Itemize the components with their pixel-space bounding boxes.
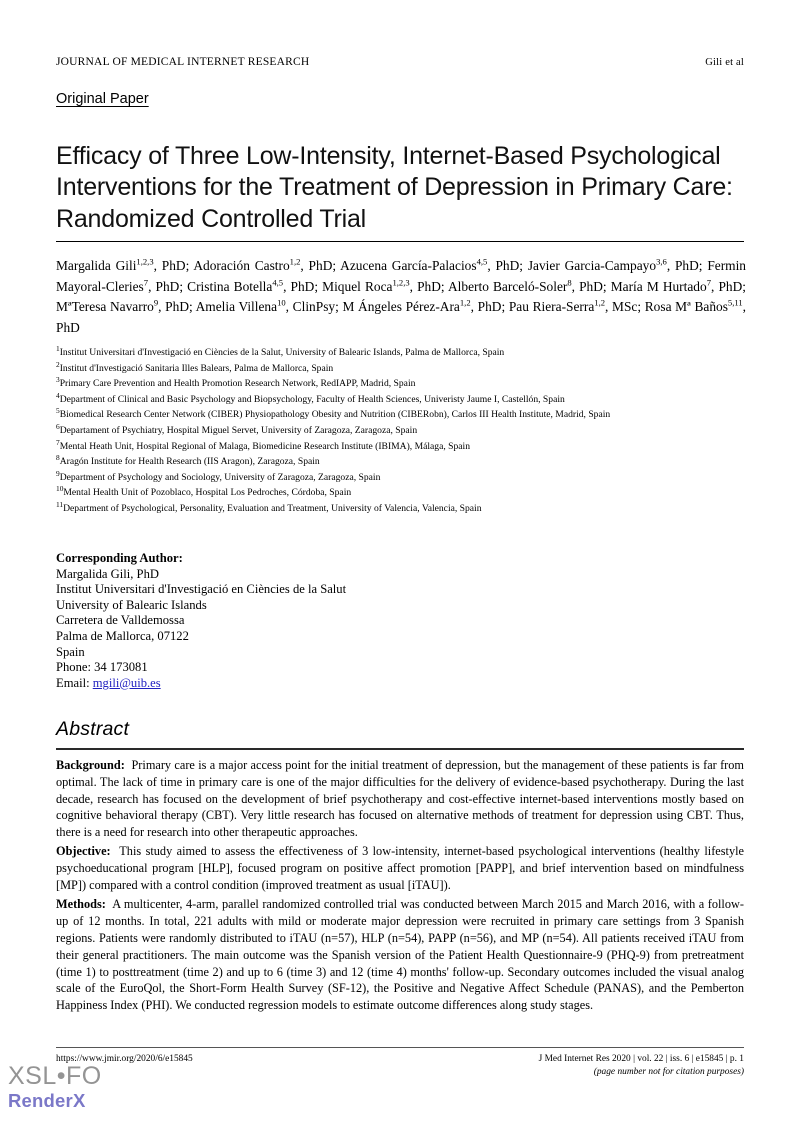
article-type-label: Original Paper (56, 91, 149, 107)
affiliation-item (56, 454, 756, 470)
affiliation-item (56, 423, 756, 439)
footer-citation-note: (page number not for citation purposes) (593, 1066, 744, 1077)
affiliation-text: Institut d'Investigació Sanitaria Illes Balears, Palma de Mallorca, Spain (59, 362, 334, 374)
author-entry: Amelia Villena$^{10}$, ClinPsy (195, 297, 336, 314)
author-list: Margalida Gili$^{1,2,3}$, PhD; Adoración Castro$^{1,2}$, PhD; Azucena García-Palacios$^{4,5}$, PhD; Javier Garcia-Campayo$^{3,6}$, PhD; Fermin Mayoral-Cleries$^7$, PhD; Cristina Botella$^{4,5}$, PhD; Miquel Roca$^{1,2,3}$, PhD; Alberto Barceló-Soler$^8$, PhD; María M Hurtado$^7$, PhD; MªTeresa Navarro$^9$, PhD; Amelia Villena$^{10}$, ClinPsy; M Ángeles Pérez-Ara$^{1,2}$, PhD; Pau Riera-Serra$^{1,2}$, MSc; Rosa Mª Baños$^{5,11}$, PhD (56, 256, 747, 335)
author-entry: Cristina Botella$^{4,5}$, PhD (187, 277, 315, 294)
running-head (56, 56, 744, 68)
corresponding-author-line: Spain (56, 644, 85, 659)
affiliation-text: Department of Psychological, Personality, Evaluation and Treatment, University of Valencia, Valencia, Spain (63, 502, 482, 514)
affiliation-text: Department of Clinical and Basic Psychology and Biopsychology, Faculty of Health Sciences, Univeristy Jaume I, Castellón, Spain (59, 393, 565, 405)
affiliation-item (56, 485, 756, 501)
author-entry: Fermin Mayoral-Cleries$^7$, PhD (56, 258, 746, 294)
author-affiliation-marker: 8 (567, 277, 572, 288)
corresponding-author-heading: Corresponding Author: (56, 551, 183, 565)
email-label: Email: (56, 675, 90, 690)
abstract-body (56, 757, 744, 1016)
corresponding-author-email-line (56, 676, 506, 692)
abstract-divider (56, 748, 744, 750)
footer-citation-block (539, 1053, 744, 1078)
affiliation-number: 1 (56, 343, 60, 353)
abstract-section (56, 843, 744, 893)
title-divider (56, 241, 744, 242)
affiliation-number: 6 (56, 421, 60, 431)
footer-citation: J Med Internet Res 2020 | vol. 22 | iss. 6 | e15845 | p. 1 (538, 1054, 744, 1064)
affiliation-item (56, 392, 756, 408)
author-entry: Rosa Mª Baños$^{5,11}$, PhD (56, 297, 747, 335)
affiliation-number: 5 (56, 406, 60, 416)
author-entry: María M Hurtado$^7$, PhD (610, 277, 743, 294)
author-affiliation-marker: 7 (706, 277, 711, 288)
abstract-section-label: Background: (56, 758, 125, 772)
author-entry: Alberto Barceló-Soler$^8$, PhD (448, 277, 603, 294)
page-title: Efficacy of Three Low-Intensity, Internet-Based Psychological Interventions for the Treatment of Depression in Primary Care: Randomized Controlled Trial (56, 141, 733, 233)
renderx-logo-text: RenderX (8, 1090, 86, 1111)
author-affiliation-marker: 1,2 (459, 297, 471, 308)
author-affiliation-marker: 1,2 (594, 297, 606, 308)
affiliation-number: 11 (56, 499, 64, 509)
author-affiliation-marker: 1,2,3 (392, 277, 410, 288)
affiliation-number: 2 (56, 359, 60, 369)
author-affiliation-marker: 4,5 (476, 256, 488, 267)
affiliation-list (56, 345, 756, 517)
affiliation-item (56, 345, 756, 361)
author-entry: Miquel Roca$^{1,2,3}$, PhD (322, 277, 441, 294)
author-affiliation-marker: 4,5 (272, 277, 284, 288)
affiliation-text: Mental Health Unit of Pozoblaco, Hospital Los Pedroches, Córdoba, Spain (63, 487, 352, 499)
footer-divider (56, 1047, 744, 1048)
affiliation-text: Departament of Psychiatry, Hospital Miguel Servet, University of Zaragoza, Zaragoza, Spain (59, 424, 418, 436)
affiliation-text: Biomedical Research Center Network (CIBER) Physiopathology Obesity and Nutrition (CIBERobn), Carlos III Health Institute, Madrid, Spain (59, 409, 611, 421)
author-entry: Pau Riera-Serra$^{1,2}$, MSc (508, 297, 638, 314)
author-affiliation-marker: 3,6 (656, 256, 667, 267)
affiliation-text: Mental Heath Unit, Hospital Regional of Malaga, Biomedicine Research Institute (IBIMA), Málaga, Spain (59, 440, 470, 452)
abstract-section-text: This study aimed to assess the effectiveness of 3 low-intensity, internet-based psychological interventions (healthy lifestyle psychoeducational program [HLP], focused program on positive affect promotion [PAPP], and brief intervention based on mindfulness [MP]) compared with a control condition (improved treatment as usual [iTAU]). (56, 844, 744, 893)
author-entry: Margalida Gili$^{1,2,3}$, PhD (56, 256, 186, 273)
abstract-section-label: Methods: (56, 897, 106, 912)
author-affiliation-marker: 10 (277, 297, 286, 308)
email-link[interactable]: mgili@uib.es (92, 675, 161, 690)
affiliation-number: 3 (56, 375, 60, 384)
affiliation-item (56, 439, 756, 455)
abstract-section-text: Primary care is a major access point for the initial treatment of depression, but the management of these patients is far from optimal. The lack of time in primary care is one of the major difficulties for the delivery of evidence-based psychotherapy. During the last decade, research has focused on the development of brief psychotherapy and cost-effective internet-based interventions mostly based on cognitive behavioral therapy (CBT). Very little research has focused on alternative methods of treatment for depression using CBT. Thus, there is a need for research into other therapeutic approaches. (56, 758, 744, 840)
author-affiliation-marker: 1,2 (289, 256, 301, 267)
abstract-section (56, 757, 744, 841)
author-affiliation-marker: 7 (143, 277, 149, 288)
affiliation-text: Primary Care Prevention and Health Promotion Research Network, RedIAPP, Madrid, Spain (59, 378, 416, 390)
corresponding-author-line: Margalida Gili, PhD (56, 566, 159, 581)
corresponding-author-line: Carretera de Valldemossa (56, 613, 185, 628)
affiliation-item (56, 376, 756, 392)
abstract-section-text: A multicenter, 4-arm, parallel randomized controlled trial was conducted between March 2015 and March 2016, with a follow-up of 12 months. In total, 221 adults with mild or moderate major depression were recruited in primary care settings from 3 Spanish regions. Patients were randomly distributed to iTAU (n=57), HLP (n=54), PAPP (n=56), and MP (n=54). All patients received iTAU from their general practitioners. The main outcome was the Spanish version of the Patient Health Questionnaire-9 (PHQ-9) from pretreatment (time 1) to posttreatment (time 2) and up to 6 (time 3) and 12 (time 4) months' follow-up. Secondary outcomes included the visual analog scale of the EuroQol, the Short-Form Health Survey (SF-12), the Positive and Negative Affect Schedule (PANAS), and the Pemberton Happiness Index (PHI). We conducted regression models to estimate outcome differences along study stages. (56, 897, 744, 1013)
author-affiliation-marker: 9 (153, 297, 159, 308)
affiliation-number: 10 (56, 484, 64, 494)
affiliation-number: 8 (56, 452, 60, 462)
author-entry: Javier Garcia-Campayo$^{3,6}$, PhD (527, 256, 699, 273)
affiliation-number: 4 (56, 390, 60, 400)
author-entry: M Ángeles Pérez-Ara$^{1,2}$, PhD (342, 297, 502, 314)
corresponding-author-line: Phone: 34 173081 (56, 660, 148, 675)
affiliation-item (56, 407, 756, 423)
abstract-section (56, 896, 744, 1014)
affiliation-text: Aragón Institute for Health Research (IIS Aragon), Zaragoza, Spain (59, 456, 320, 468)
author-entry: Adoración Castro$^{1,2}$, PhD (193, 256, 333, 273)
author-entry: MªTeresa Navarro$^9$, PhD (56, 297, 189, 314)
xsl-fo-logo-text: XSL•FO (8, 1062, 102, 1090)
affiliation-text: Institut Universitari d'Investigació en Ciències de la Salut, University of Balearic Islands, Palma de Mallorca, Spain (59, 347, 505, 358)
author-entry: Azucena García-Palacios$^{4,5}$, PhD (340, 256, 520, 273)
running-head-authors: Gili et al (705, 57, 744, 68)
corresponding-author-line: University of Balearic Islands (56, 597, 207, 612)
renderx-logo (8, 1063, 128, 1112)
affiliation-item (56, 361, 756, 377)
affiliation-number: 9 (56, 468, 60, 478)
corresponding-author-line: Palma de Mallorca, 07122 (56, 628, 189, 643)
affiliation-item (56, 470, 756, 486)
corresponding-author-line: Institut Universitari d'Investigació en Ciències de la Salut (56, 582, 347, 597)
author-affiliation-marker: 1,2,3 (136, 256, 154, 267)
affiliation-item (56, 501, 756, 517)
abstract-heading: Abstract (56, 718, 130, 740)
running-head-journal: JOURNAL OF MEDICAL INTERNET RESEARCH (56, 56, 310, 68)
footer-url[interactable]: https://www.jmir.org/2020/6/e15845 (56, 1054, 193, 1064)
corresponding-author-block (56, 551, 506, 691)
affiliation-text: Department of Psychology and Sociology, University of Zaragoza, Zaragoza, Spain (59, 471, 381, 483)
affiliation-number: 7 (56, 437, 60, 447)
page-footer (56, 1053, 744, 1078)
author-affiliation-marker: 5,11 (727, 297, 743, 308)
abstract-section-label: Objective: (56, 844, 111, 859)
